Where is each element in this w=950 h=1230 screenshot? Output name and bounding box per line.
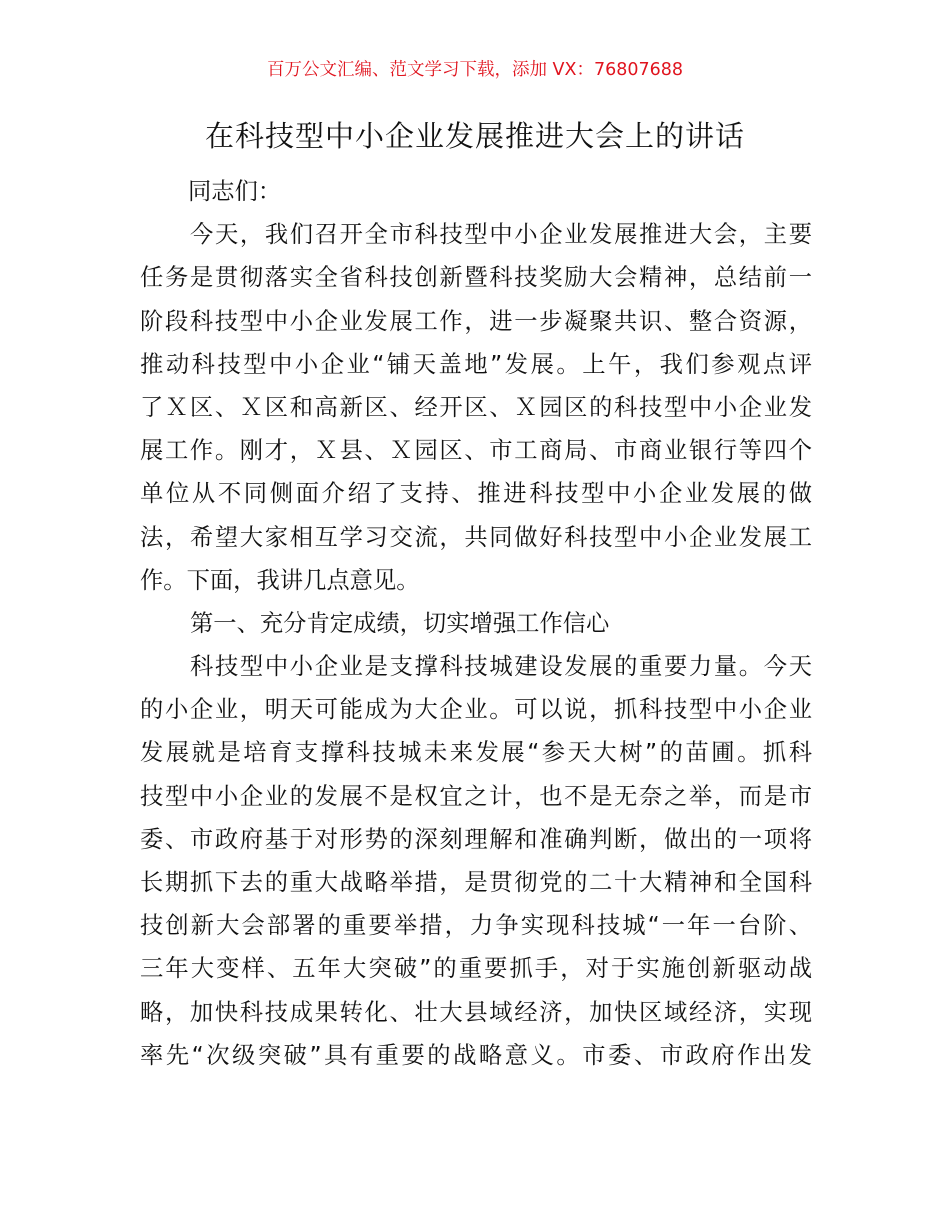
paragraph-line: 技型中小企业的发展不是权宜之计，也不是无奈之举，而是市 <box>140 782 812 810</box>
document-title: 在科技型中小企业发展推进大会上的讲话 <box>204 119 745 153</box>
paragraph-line: 委、市政府基于对形势的深刻理解和准确判断，做出的一项将 <box>140 825 812 853</box>
document-body <box>140 170 812 1077</box>
paragraph-line: 发展就是培育支撑科技城未来发展“参天大树”的苗圃。抓科 <box>140 739 812 767</box>
paragraph-line: 了Ｘ区、Ｘ区和高新区、经开区、Ｘ园区的科技型中小企业发 <box>140 393 812 421</box>
paragraph-line: 作。下面，我讲几点意见。 <box>140 566 420 594</box>
paragraph-line: 的小企业，明天可能成为大企业。可以说，抓科技型中小企业 <box>140 696 812 724</box>
paragraph-line: 展工作。刚才，Ｘ县、Ｘ园区、市工商局、市商业银行等四个 <box>140 437 812 465</box>
section-heading-1 <box>140 602 812 645</box>
salutation: 同志们： <box>188 178 282 205</box>
paragraph-line: 任务是贯彻落实全省科技创新暨科技奖励大会精神，总结前一 <box>140 264 812 292</box>
paragraph-line: 科技型中小企业是支撑科技城建设发展的重要力量。今天 <box>190 653 812 681</box>
paragraph-line: 长期抓下去的重大战略举措，是贯彻党的二十大精神和全国科 <box>140 869 812 896</box>
paragraph-line: 法，希望大家相互学习交流，共同做好科技型中小企业发展工 <box>140 523 812 551</box>
paragraph-1 <box>140 213 812 602</box>
paragraph-line: 今天，我们召开全市科技型中小企业发展推进大会，主要 <box>190 221 812 249</box>
paragraph-2 <box>140 645 812 1077</box>
paragraph-line: 三年大变样、五年大突破”的重要抓手，对于实施创新驱动战 <box>140 955 812 983</box>
watermark-banner: 百万公文汇编、范文学习下载，添加 VX：76807688 <box>266 60 684 80</box>
paragraph-line: 单位从不同侧面介绍了支持、推进科技型中小企业发展的做 <box>140 480 812 508</box>
paragraph-line: 技创新大会部署的重要举措，力争实现科技城“一年一台阶、 <box>140 912 812 940</box>
paragraph-line: 略，加快科技成果转化、壮大县域经济，加快区域经济，实现 <box>140 998 812 1026</box>
section-heading-text: 第一、充分肯定成绩，切实增强工作信心 <box>190 609 610 637</box>
paragraph-line: 阶段科技型中小企业发展工作，进一步凝聚共识、整合资源， <box>140 307 812 335</box>
paragraph-line: 率先“次级突破”具有重要的战略意义。市委、市政府作出发 <box>140 1041 812 1069</box>
paragraph-line: 推动科技型中小企业“铺天盖地”发展。上午，我们参观点评 <box>140 350 812 378</box>
